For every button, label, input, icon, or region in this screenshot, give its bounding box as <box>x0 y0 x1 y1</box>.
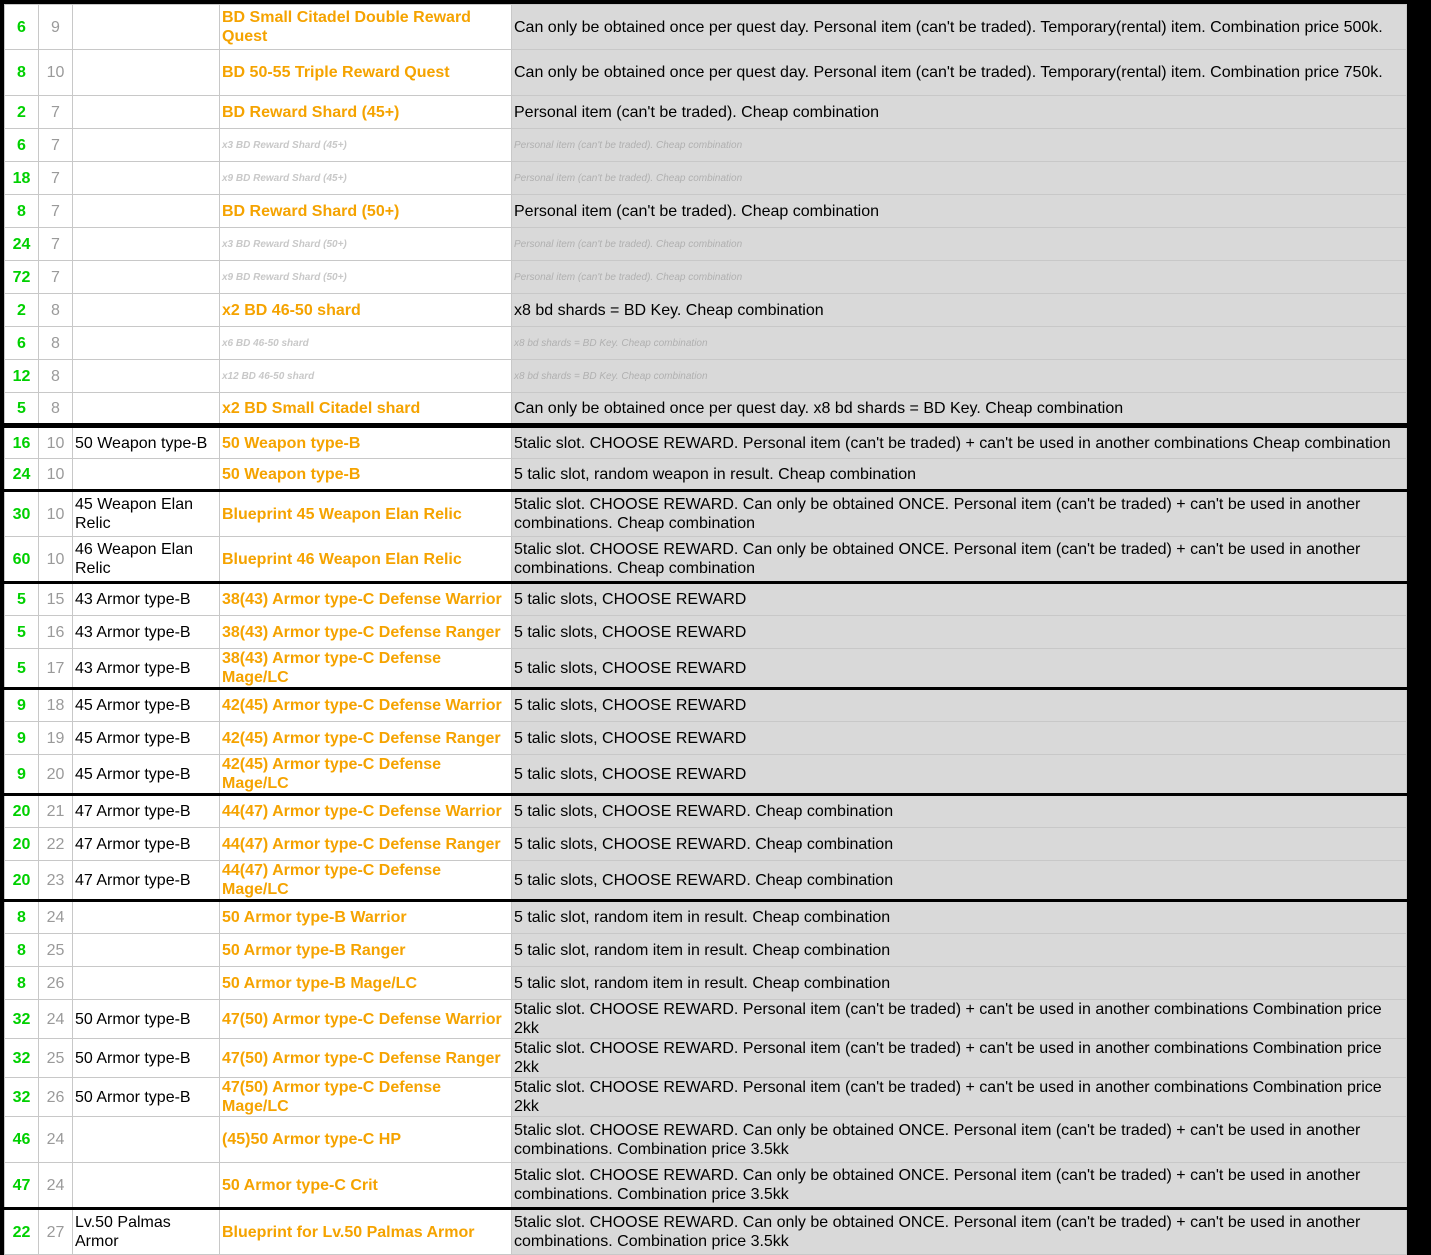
table-row <box>5 491 1407 537</box>
requirement-cell <box>73 393 220 426</box>
quantity-cell: 46 <box>5 1117 39 1163</box>
quantity-cell: 2 <box>5 96 39 129</box>
level-cell: 23 <box>39 861 73 901</box>
reward-cell: x3 BD Reward Shard (45+) <box>220 129 512 162</box>
requirement-cell: 50 Armor type-B <box>73 1000 220 1039</box>
reward-cell: 38(43) Armor type-C Defense Warrior <box>220 583 512 616</box>
table-row <box>5 934 1407 967</box>
quantity-cell: 6 <box>5 327 39 360</box>
table-body <box>5 5 1407 1255</box>
table-row <box>5 755 1407 795</box>
quantity-cell: 8 <box>5 195 39 228</box>
level-cell: 16 <box>39 616 73 649</box>
note-cell: 5talic slot. CHOOSE REWARD. Personal item (can't be traded) + can't be used in another combinations Combination price 2kk <box>512 1078 1407 1117</box>
note-cell: 5talic slot. CHOOSE REWARD. Can only be obtained ONCE. Personal item (can't be traded) + can't be used in another combinations. Cheap combination <box>512 491 1407 537</box>
level-cell: 24 <box>39 901 73 934</box>
table-row <box>5 360 1407 393</box>
level-cell: 7 <box>39 96 73 129</box>
requirement-cell <box>73 261 220 294</box>
note-cell: 5 talic slot, random weapon in result. Cheap combination <box>512 459 1407 491</box>
level-cell: 10 <box>39 537 73 583</box>
quantity-cell: 16 <box>5 426 39 459</box>
requirement-cell <box>73 459 220 491</box>
quantity-cell: 8 <box>5 50 39 96</box>
level-cell: 8 <box>39 294 73 327</box>
quantity-cell: 6 <box>5 5 39 50</box>
note-cell: 5talic slot. CHOOSE REWARD. Can only be obtained ONCE. Personal item (can't be traded) + can't be used in another combinations. Combination price 3.5kk <box>512 1117 1407 1163</box>
level-cell: 21 <box>39 795 73 828</box>
note-cell: 5talic slot. CHOOSE REWARD. Personal item (can't be traded) + can't be used in another combinations Cheap combination <box>512 426 1407 459</box>
reward-cell: BD Reward Shard (50+) <box>220 195 512 228</box>
level-cell: 7 <box>39 261 73 294</box>
reward-cell: 42(45) Armor type-C Defense Ranger <box>220 722 512 755</box>
level-cell: 24 <box>39 1163 73 1209</box>
quantity-cell: 5 <box>5 583 39 616</box>
requirement-cell: 45 Armor type-B <box>73 689 220 722</box>
requirement-cell <box>73 228 220 261</box>
note-cell: Personal item (can't be traded). Cheap combination <box>512 96 1407 129</box>
level-cell: 10 <box>39 426 73 459</box>
table-row <box>5 1117 1407 1163</box>
note-cell: Personal item (can't be traded). Cheap combination <box>512 162 1407 195</box>
note-cell: 5 talic slots, CHOOSE REWARD <box>512 616 1407 649</box>
note-cell: 5 talic slots, CHOOSE REWARD <box>512 583 1407 616</box>
reward-cell: x6 BD 46-50 shard <box>220 327 512 360</box>
note-cell: 5talic slot. CHOOSE REWARD. Can only be obtained ONCE. Personal item (can't be traded) + can't be used in another combinations. Combination price 3.5kk <box>512 1163 1407 1209</box>
reward-cell: BD Reward Shard (45+) <box>220 96 512 129</box>
table-row <box>5 649 1407 689</box>
requirement-cell <box>73 934 220 967</box>
note-cell: 5 talic slot, random item in result. Cheap combination <box>512 934 1407 967</box>
level-cell: 7 <box>39 129 73 162</box>
level-cell: 7 <box>39 162 73 195</box>
note-cell: 5 talic slots, CHOOSE REWARD. Cheap combination <box>512 861 1407 901</box>
quantity-cell: 22 <box>5 1209 39 1255</box>
reward-cell: 44(47) Armor type-C Defense Ranger <box>220 828 512 861</box>
quantity-cell: 5 <box>5 649 39 689</box>
table-row <box>5 795 1407 828</box>
note-cell: Personal item (can't be traded). Cheap combination <box>512 129 1407 162</box>
quantity-cell: 5 <box>5 616 39 649</box>
requirement-cell <box>73 129 220 162</box>
requirement-cell <box>73 360 220 393</box>
requirement-cell: 45 Armor type-B <box>73 722 220 755</box>
table-row <box>5 1039 1407 1078</box>
level-cell: 18 <box>39 689 73 722</box>
level-cell: 15 <box>39 583 73 616</box>
note-cell: 5 talic slots, CHOOSE REWARD <box>512 649 1407 689</box>
level-cell: 10 <box>39 459 73 491</box>
note-cell: 5 talic slots, CHOOSE REWARD. Cheap combination <box>512 828 1407 861</box>
requirement-cell: 50 Weapon type-B <box>73 426 220 459</box>
table-row <box>5 459 1407 491</box>
reward-cell: 47(50) Armor type-C Defense Mage/LC <box>220 1078 512 1117</box>
note-cell: Personal item (can't be traded). Cheap combination <box>512 261 1407 294</box>
requirement-cell <box>73 96 220 129</box>
quantity-cell: 30 <box>5 491 39 537</box>
level-cell: 10 <box>39 50 73 96</box>
quantity-cell: 20 <box>5 795 39 828</box>
note-cell: Can only be obtained once per quest day. Personal item (can't be traded). Temporary(rental) item. Combination price 500k. <box>512 5 1407 50</box>
reward-cell: 50 Weapon type-B <box>220 459 512 491</box>
reward-cell: BD Small Citadel Double Reward Quest <box>220 5 512 50</box>
note-cell: 5talic slot. CHOOSE REWARD. Personal item (can't be traded) + can't be used in another combinations Combination price 2kk <box>512 1000 1407 1039</box>
requirement-cell: 50 Armor type-B <box>73 1078 220 1117</box>
reward-cell: 38(43) Armor type-C Defense Ranger <box>220 616 512 649</box>
quantity-cell: 8 <box>5 967 39 1000</box>
table-row <box>5 537 1407 583</box>
table-row <box>5 426 1407 459</box>
level-cell: 19 <box>39 722 73 755</box>
quantity-cell: 72 <box>5 261 39 294</box>
quantity-cell: 32 <box>5 1039 39 1078</box>
table-row <box>5 393 1407 426</box>
reward-cell: Blueprint 45 Weapon Elan Relic <box>220 491 512 537</box>
reward-cell: 38(43) Armor type-C Defense Mage/LC <box>220 649 512 689</box>
note-cell: 5talic slot. CHOOSE REWARD. Personal item (can't be traded) + can't be used in another combinations Combination price 2kk <box>512 1039 1407 1078</box>
table-row <box>5 129 1407 162</box>
table-row <box>5 50 1407 96</box>
requirement-cell <box>73 50 220 96</box>
quantity-cell: 32 <box>5 1000 39 1039</box>
requirement-cell: 47 Armor type-B <box>73 861 220 901</box>
quantity-cell: 9 <box>5 722 39 755</box>
quantity-cell: 5 <box>5 393 39 426</box>
note-cell: 5 talic slots, CHOOSE REWARD <box>512 689 1407 722</box>
note-cell: x8 bd shards = BD Key. Cheap combination <box>512 327 1407 360</box>
quantity-cell: 24 <box>5 459 39 491</box>
combination-table <box>4 4 1407 1255</box>
table-row <box>5 1209 1407 1255</box>
level-cell: 8 <box>39 393 73 426</box>
quantity-cell: 18 <box>5 162 39 195</box>
requirement-cell: 43 Armor type-B <box>73 649 220 689</box>
reward-cell: Blueprint for Lv.50 Palmas Armor <box>220 1209 512 1255</box>
note-cell: 5 talic slots, CHOOSE REWARD <box>512 722 1407 755</box>
requirement-cell <box>73 294 220 327</box>
table-row <box>5 828 1407 861</box>
reward-cell: 50 Armor type-B Warrior <box>220 901 512 934</box>
table-row <box>5 294 1407 327</box>
quantity-cell: 20 <box>5 861 39 901</box>
requirement-cell <box>73 162 220 195</box>
requirement-cell: 45 Armor type-B <box>73 755 220 795</box>
requirement-cell <box>73 901 220 934</box>
reward-cell: 44(47) Armor type-C Defense Mage/LC <box>220 861 512 901</box>
note-cell: Can only be obtained once per quest day. Personal item (can't be traded). Temporary(rental) item. Combination price 750k. <box>512 50 1407 96</box>
note-cell: Personal item (can't be traded). Cheap combination <box>512 228 1407 261</box>
requirement-cell: 47 Armor type-B <box>73 795 220 828</box>
requirement-cell: 45 Weapon Elan Relic <box>73 491 220 537</box>
reward-cell: x9 BD Reward Shard (45+) <box>220 162 512 195</box>
note-cell: 5talic slot. CHOOSE REWARD. Can only be obtained ONCE. Personal item (can't be traded) + can't be used in another combinations. Combination price 3.5kk <box>512 1209 1407 1255</box>
reward-cell: 50 Armor type-B Ranger <box>220 934 512 967</box>
level-cell: 27 <box>39 1209 73 1255</box>
table-row <box>5 162 1407 195</box>
requirement-cell <box>73 327 220 360</box>
level-cell: 24 <box>39 1000 73 1039</box>
level-cell: 7 <box>39 228 73 261</box>
reward-cell: 42(45) Armor type-C Defense Warrior <box>220 689 512 722</box>
quantity-cell: 24 <box>5 228 39 261</box>
level-cell: 20 <box>39 755 73 795</box>
level-cell: 25 <box>39 1039 73 1078</box>
requirement-cell <box>73 5 220 50</box>
requirement-cell <box>73 1117 220 1163</box>
table-row <box>5 901 1407 934</box>
reward-cell: 50 Armor type-C Crit <box>220 1163 512 1209</box>
requirement-cell: Lv.50 Palmas Armor <box>73 1209 220 1255</box>
note-cell: 5 talic slot, random item in result. Cheap combination <box>512 967 1407 1000</box>
quantity-cell: 12 <box>5 360 39 393</box>
reward-cell: x9 BD Reward Shard (50+) <box>220 261 512 294</box>
level-cell: 7 <box>39 195 73 228</box>
requirement-cell: 43 Armor type-B <box>73 616 220 649</box>
level-cell: 26 <box>39 967 73 1000</box>
quantity-cell: 47 <box>5 1163 39 1209</box>
table-row <box>5 1078 1407 1117</box>
note-cell: x8 bd shards = BD Key. Cheap combination <box>512 360 1407 393</box>
reward-cell: x12 BD 46-50 shard <box>220 360 512 393</box>
note-cell: x8 bd shards = BD Key. Cheap combination <box>512 294 1407 327</box>
requirement-cell <box>73 195 220 228</box>
requirement-cell <box>73 1163 220 1209</box>
note-cell: Can only be obtained once per quest day. x8 bd shards = BD Key. Cheap combination <box>512 393 1407 426</box>
requirement-cell: 43 Armor type-B <box>73 583 220 616</box>
reward-cell: 47(50) Armor type-C Defense Ranger <box>220 1039 512 1078</box>
reward-cell: BD 50-55 Triple Reward Quest <box>220 50 512 96</box>
quantity-cell: 2 <box>5 294 39 327</box>
note-cell: Personal item (can't be traded). Cheap combination <box>512 195 1407 228</box>
reward-cell: Blueprint 46 Weapon Elan Relic <box>220 537 512 583</box>
requirement-cell: 46 Weapon Elan Relic <box>73 537 220 583</box>
table-row <box>5 1000 1407 1039</box>
level-cell: 26 <box>39 1078 73 1117</box>
requirement-cell: 50 Armor type-B <box>73 1039 220 1078</box>
level-cell: 22 <box>39 828 73 861</box>
reward-cell: 44(47) Armor type-C Defense Warrior <box>220 795 512 828</box>
quantity-cell: 9 <box>5 755 39 795</box>
note-cell: 5 talic slot, random item in result. Cheap combination <box>512 901 1407 934</box>
reward-cell: x3 BD Reward Shard (50+) <box>220 228 512 261</box>
table-row <box>5 583 1407 616</box>
quantity-cell: 8 <box>5 934 39 967</box>
table-row <box>5 616 1407 649</box>
level-cell: 24 <box>39 1117 73 1163</box>
reward-cell: x2 BD 46-50 shard <box>220 294 512 327</box>
note-cell: 5talic slot. CHOOSE REWARD. Can only be obtained ONCE. Personal item (can't be traded) + can't be used in another combinations. Cheap combination <box>512 537 1407 583</box>
quantity-cell: 9 <box>5 689 39 722</box>
requirement-cell <box>73 967 220 1000</box>
level-cell: 9 <box>39 5 73 50</box>
table-row <box>5 689 1407 722</box>
level-cell: 10 <box>39 491 73 537</box>
table-row <box>5 861 1407 901</box>
reward-cell: 47(50) Armor type-C Defense Warrior <box>220 1000 512 1039</box>
level-cell: 8 <box>39 327 73 360</box>
note-cell: 5 talic slots, CHOOSE REWARD. Cheap combination <box>512 795 1407 828</box>
level-cell: 17 <box>39 649 73 689</box>
reward-cell: 42(45) Armor type-C Defense Mage/LC <box>220 755 512 795</box>
quantity-cell: 32 <box>5 1078 39 1117</box>
table-row <box>5 228 1407 261</box>
table-row <box>5 722 1407 755</box>
reward-cell: x2 BD Small Citadel shard <box>220 393 512 426</box>
quantity-cell: 6 <box>5 129 39 162</box>
reward-cell: 50 Armor type-B Mage/LC <box>220 967 512 1000</box>
quantity-cell: 8 <box>5 901 39 934</box>
quantity-cell: 20 <box>5 828 39 861</box>
requirement-cell: 47 Armor type-B <box>73 828 220 861</box>
table-row <box>5 967 1407 1000</box>
reward-cell: (45)50 Armor type-C HP <box>220 1117 512 1163</box>
level-cell: 8 <box>39 360 73 393</box>
table-row <box>5 261 1407 294</box>
table-row <box>5 195 1407 228</box>
reward-cell: 50 Weapon type-B <box>220 426 512 459</box>
table-row <box>5 327 1407 360</box>
table-row <box>5 5 1407 50</box>
table-row <box>5 96 1407 129</box>
quantity-cell: 60 <box>5 537 39 583</box>
level-cell: 25 <box>39 934 73 967</box>
table-row <box>5 1163 1407 1209</box>
note-cell: 5 talic slots, CHOOSE REWARD <box>512 755 1407 795</box>
